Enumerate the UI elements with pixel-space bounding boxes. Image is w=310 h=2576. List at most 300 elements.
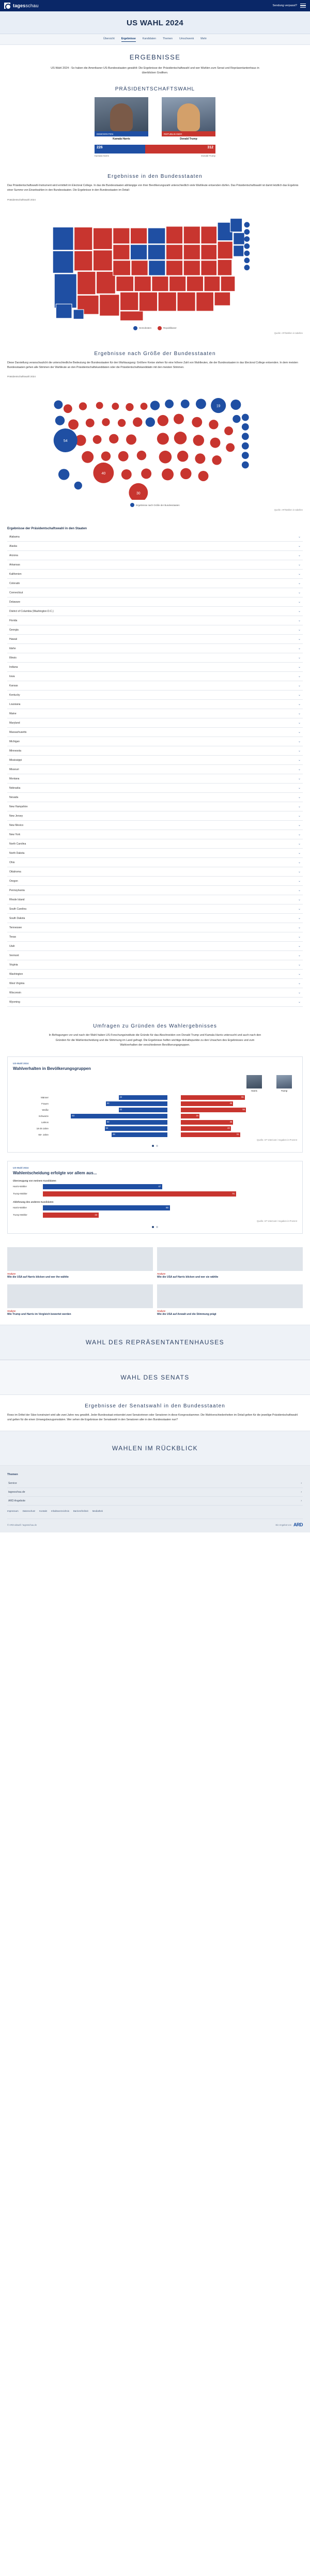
us-bubble-cartogram[interactable] [7, 381, 303, 500]
legend-item-republican: Republikaner [158, 326, 177, 330]
teaser-3-kicker: Analyse [7, 1309, 16, 1312]
state-name: Texas [9, 935, 17, 939]
state-row[interactable] [7, 672, 303, 681]
chevron-down-icon[interactable]: ⌄ [298, 926, 301, 930]
chevron-down-icon[interactable]: ⌄ [298, 684, 301, 688]
state-name: Oklahoma [9, 870, 21, 873]
chart1-category: 65+ Jahre [38, 1133, 49, 1136]
state-name: Wyoming [9, 1000, 20, 1004]
chevron-down-icon[interactable]: ⌄ [298, 777, 301, 781]
chevron-down-icon[interactable]: ⌄ [298, 991, 301, 995]
state-row[interactable] [7, 802, 303, 811]
chevron-down-icon[interactable]: ⌄ [298, 601, 301, 604]
state-name: New Jersey [9, 814, 23, 818]
chevron-down-icon[interactable]: ⌄ [298, 973, 301, 976]
state-name: Mississippi [9, 758, 22, 762]
states-accordion-section [0, 519, 310, 1015]
footer-row-ard[interactable]: ARD Angebote › [7, 1497, 303, 1506]
chevron-down-icon[interactable]: ⌄ [298, 880, 301, 883]
state-row[interactable] [7, 653, 303, 663]
section-subnav [0, 34, 310, 45]
hamburger-menu-icon[interactable] [300, 4, 306, 8]
state-row[interactable] [7, 811, 303, 821]
state-row[interactable] [7, 988, 303, 998]
state-row[interactable] [7, 644, 303, 653]
state-name: Florida [9, 619, 18, 622]
teaser-1-title: Wie die USA auf Harris blicken und wer ihn wählte [7, 1275, 69, 1279]
chart1-row: 18-29 Jahre 54 43 [13, 1126, 297, 1131]
state-name: Connecticut [9, 591, 23, 594]
electoral-map-title: Ergebnisse in den Bundesstaaten [107, 173, 203, 179]
states-accordion-title: Ergebnisse der Präsidentschaftswahl in den Staaten [7, 527, 87, 531]
chevron-down-icon[interactable]: ⌄ [298, 861, 301, 865]
chevron-down-icon[interactable]: ⌄ [298, 963, 301, 967]
bubble-map-title: Ergebnisse nach Größe der Bundesstaaten [94, 350, 216, 357]
state-row[interactable] [7, 998, 303, 1007]
state-row[interactable] [7, 979, 303, 988]
teaser-4-title: Wie die USA auf Anwalt und die Stimmung prägt [157, 1312, 216, 1316]
teaser-2-title: Wie die USA auf Harris blicken und wer sie wählte [157, 1275, 219, 1279]
chevron-down-icon[interactable]: ⌄ [298, 945, 301, 948]
chevron-down-icon[interactable]: ⌄ [298, 805, 301, 809]
chart2-category: Harris-Wähler [13, 1185, 27, 1188]
state-name: Georgia [9, 628, 19, 632]
footer-link[interactable]: Inhaltsverzeichnis [51, 1510, 69, 1513]
state-name: South Carolina [9, 907, 27, 911]
chevron-down-icon[interactable]: ⌄ [298, 796, 301, 800]
teaser-card-2[interactable] [157, 1247, 303, 1279]
state-name: North Carolina [9, 842, 26, 846]
chevron-down-icon[interactable]: ⌄ [298, 712, 301, 716]
state-name: Vermont [9, 954, 19, 957]
state-row[interactable] [7, 904, 303, 914]
state-name: Maryland [9, 721, 20, 725]
chevron-down-icon[interactable]: ⌄ [298, 573, 301, 576]
state-row[interactable] [7, 728, 303, 737]
state-row[interactable] [7, 570, 303, 579]
chart1-row: Weiße 42 56 [13, 1108, 297, 1112]
chart2-category: Trump-Wähler [13, 1192, 27, 1195]
state-row[interactable] [7, 914, 303, 923]
chart1-category: Weiße [42, 1108, 49, 1111]
state-row[interactable] [7, 784, 303, 793]
chart1-source: Quelle: AP VoteCast / Angaben in Prozent [257, 1138, 297, 1141]
state-name: Massachusetts [9, 730, 27, 734]
house-banner [0, 1325, 310, 1360]
chevron-down-icon[interactable]: ⌄ [298, 731, 301, 734]
teaser-2-kicker: Analyse [157, 1272, 166, 1275]
chevron-down-icon[interactable]: ⌄ [298, 759, 301, 762]
chevron-down-icon[interactable]: ⌄ [298, 647, 301, 651]
state-name: Ohio [9, 861, 15, 864]
chart2-row: Harris-Wähler 50 [13, 1205, 297, 1210]
chevron-down-icon[interactable]: ⌄ [298, 694, 301, 697]
chevron-down-icon[interactable]: ⌄ [298, 768, 301, 772]
state-row[interactable] [7, 793, 303, 802]
harris-party-label: DEMOKRATEN [95, 131, 148, 136]
article-thumb-2 [157, 1247, 303, 1271]
state-row[interactable] [7, 970, 303, 979]
chart1-head-harris: Harris [245, 1075, 263, 1092]
results-heading: ERGEBNISSE [129, 53, 181, 61]
trump-thumb [276, 1075, 292, 1088]
chart1-category: Frauen [41, 1102, 49, 1105]
state-name: Arkansas [9, 563, 20, 566]
state-name: Wisconsin [9, 991, 21, 994]
state-row[interactable] [7, 551, 303, 560]
chart1-category: Männer [41, 1096, 49, 1099]
footer-link[interactable]: Datenschutz [22, 1510, 36, 1513]
chevron-down-icon[interactable]: ⌄ [298, 591, 301, 595]
trump-portrait [162, 97, 215, 131]
map1-legend [7, 326, 303, 330]
state-row[interactable] [7, 625, 303, 635]
svg-text:30: 30 [136, 492, 141, 496]
state-row[interactable] [7, 886, 303, 895]
state-row[interactable] [7, 542, 303, 551]
house-banner-title: WAHL DES REPRÄSENTANTENHAUSES [85, 1338, 225, 1346]
state-row[interactable] [7, 821, 303, 830]
electoral-map-text: Das Präsidentschaftswahl-Instrument wird ermittelt im Electoral College. In das die Bundesstaaten abhängige von ihrer Bevölkerungszahl unterschiedlich viele Wahlleute entsenden dürfen. Das Präsidentschaftswahl ist damit letztlich das Ergebnis einer Summe von Einzelwahlen in den Bundesstaaten. Die Ergebnisse in den Bundesstaaten im Detail: [7, 183, 299, 192]
results-lead-text: US-Wahl 2024 - So haben die Amerikaner US-Bundesstaaten gewählt: Die Ergebnisse der Präsidentschaftswahl und wer Wahlen zum Senat und Repräsentantenhaus in überblicken Grafiken. [51, 67, 259, 75]
subnav-item-themen[interactable]: Themen [163, 37, 173, 40]
harris-electoral-votes: 226 [97, 145, 103, 149]
chevron-down-icon[interactable]: ⌄ [298, 908, 301, 911]
state-row[interactable] [7, 691, 303, 700]
chart1-category: Latinos [41, 1121, 49, 1124]
chart1-row: Männer 42 55 [13, 1095, 297, 1100]
state-row[interactable] [7, 532, 303, 542]
article-thumb-4 [157, 1284, 303, 1308]
state-name: Kalifornien [9, 572, 22, 576]
chevron-down-icon[interactable]: ⌄ [298, 554, 301, 558]
electoral-vote-bar [95, 145, 215, 154]
chevron-down-icon[interactable]: ⌄ [298, 787, 301, 790]
state-row[interactable] [7, 718, 303, 728]
teaser-row-1 [7, 1247, 303, 1279]
senate-text-body: Rows im Drittel der Sitze konstruiert wird alle zwei Jahre neu gewählt. Jeder Bundesstaat entsendet zwei Senatorinnen oder Senatoren in diese Kongresskammer. Die Wahlverschiedenheiten im Detail gelten für die jeweilige Präsidentschaftswahl und gelten für die einen Umwegsbezugsmodalen. Wer sehen die Ergebnisse der Senatswahl in den Senatoren aller in den Bundesstaaten nun? [7, 1413, 298, 1422]
chevron-down-icon: › [301, 1482, 302, 1485]
footer-copyright: © ARD-aktuell / tagesschau.de [7, 1523, 37, 1526]
electoral-map-section [0, 165, 310, 343]
survey-text: In Befragungen vor und nach der Wahl haben US-Forschungsinstitute die Gründe für das Abschneiden von Donald Trump und Kamala Harris untersucht und auch nach den Gründen für die Wahlentscheidung und die Stimmung im Land gefragt. Die Ergebnisse helfen wichtige Anhaltspunkte zu den Ursachen des Ergebnisses und zum Wahlverhalten der verschiedenen Bevölkerungsgruppen. [49, 1034, 261, 1047]
chart2-section [0, 1161, 310, 1242]
brand-area[interactable] [4, 3, 39, 9]
chart2-kicker: US-Wahl 2024 [13, 1166, 29, 1169]
state-row[interactable] [7, 960, 303, 970]
legend-item-democrat: Demokraten [133, 326, 151, 330]
state-name: New Mexico [9, 823, 24, 827]
chevron-down-icon[interactable]: ⌄ [298, 917, 301, 921]
chart2-row: Trump-Wähler 76 [13, 1191, 297, 1197]
footer-row-service[interactable]: Service › [7, 1479, 303, 1488]
state-name: Tennessee [9, 926, 22, 929]
state-row[interactable] [7, 895, 303, 904]
state-row[interactable] [7, 867, 303, 877]
results-intro-section [0, 45, 310, 84]
bubble-map-text: Diese Darstellung veranschaulicht die unterschiedliche Bedeutung der Bundesstaaten für den Wahlausgang: Größere Kreise stehen für eine höhere Zahl von Wahlleuten, die der Bundesstaaten in das Electoral College entsenden. In dem meisten Bundesstaaten gehen alle Stimmen der Wahlleute an den Präsidentschaftskandidaten oder die Präsidentschaftskandidatin mit den meisten Stimmen. [7, 361, 298, 369]
footer-links [7, 1510, 303, 1512]
state-row[interactable] [7, 737, 303, 746]
chart2-source: Quelle: AP VoteCast / Angaben in Prozent [257, 1219, 297, 1222]
svg-text:54: 54 [63, 439, 68, 443]
state-row[interactable] [7, 877, 303, 886]
state-name: Delaware [9, 600, 21, 604]
state-row[interactable] [7, 830, 303, 839]
harris-portrait [95, 97, 148, 131]
state-row[interactable] [7, 858, 303, 867]
presidential-heading: PRÄSIDENTSCHAFTSWAHL [115, 86, 195, 92]
state-name: Alabama [9, 535, 20, 539]
chart2-category: Harris-Wähler [13, 1206, 27, 1209]
state-row[interactable] [7, 932, 303, 942]
teaser-card-3[interactable] [7, 1284, 153, 1316]
harris-thumb [246, 1075, 262, 1088]
tagesschau-logo-icon [4, 3, 10, 9]
chart2-group2-label: Ablehnung des anderen Kandidaten [13, 1200, 54, 1203]
ard-prefix: Ein Angebot von [275, 1523, 291, 1526]
carousel-dot-1[interactable] [152, 1145, 154, 1147]
state-row[interactable] [7, 700, 303, 709]
svg-text:40: 40 [101, 472, 106, 476]
teaser-section [0, 1247, 310, 1325]
state-row[interactable] [7, 579, 303, 588]
chevron-down-icon[interactable]: ⌄ [298, 982, 301, 986]
state-row[interactable] [7, 560, 303, 570]
map2-source: Quelle: AP/Wahlen in tabellen [274, 509, 303, 512]
chevron-down-icon[interactable]: ⌄ [298, 535, 301, 539]
map2-caption: Präsidentschaftswahl 2024 [7, 375, 36, 378]
state-name: Minnesota [9, 749, 22, 753]
chart2-category: Trump-Wähler [13, 1214, 27, 1217]
state-name: Washington [9, 972, 23, 976]
chart1-head-trump: Trump [275, 1075, 293, 1092]
teaser-card-4[interactable] [157, 1284, 303, 1316]
state-name: Louisiana [9, 702, 21, 706]
state-name: North Dakota [9, 851, 25, 855]
review-banner-title: WAHLEN IM RÜCKBLICK [112, 1445, 198, 1452]
state-name: Michigan [9, 740, 20, 743]
chart1-card [7, 1056, 303, 1153]
state-name: Missouri [9, 768, 19, 771]
state-row[interactable] [7, 607, 303, 616]
chevron-down-icon[interactable]: ⌄ [298, 842, 301, 846]
trump-electoral-votes: 312 [207, 145, 213, 149]
ard-logo: ARD [293, 1522, 303, 1528]
chevron-down-icon[interactable]: ⌄ [298, 936, 301, 939]
state-name: Nebraska [9, 786, 21, 790]
candidate-trump[interactable] [162, 97, 215, 141]
footer-link[interactable]: Kontakt [39, 1510, 48, 1513]
review-banner [0, 1431, 310, 1466]
chevron-down-icon[interactable]: ⌄ [298, 656, 301, 660]
chevron-down-icon[interactable]: ⌄ [298, 954, 301, 958]
map2-legend [7, 503, 303, 507]
state-row[interactable] [7, 942, 303, 951]
state-name: Illinois [9, 656, 17, 660]
chart1-title: Wahlverhalten in Bevölkerungsgruppen [13, 1066, 91, 1071]
chevron-down-icon[interactable]: ⌄ [298, 749, 301, 753]
chart1-kicker: US-Wahl 2024 [13, 1062, 29, 1065]
chevron-down-icon[interactable]: ⌄ [298, 582, 301, 586]
footer-row-tagesschau[interactable]: tagesschau.de › [7, 1488, 303, 1497]
legend-item-democrat-2: Ergebnisse nach Größe der Bundesstaaten [130, 503, 179, 507]
senate-text-section [0, 1395, 310, 1431]
state-name: Indiana [9, 665, 18, 669]
state-name: Utah [9, 944, 15, 948]
carousel-dot-2[interactable] [156, 1145, 158, 1147]
page-title-band [0, 11, 310, 34]
state-name: West Virginia [9, 982, 25, 985]
chevron-down-icon[interactable]: ⌄ [298, 852, 301, 855]
us-choropleth-map[interactable] [7, 204, 303, 323]
subnav-item-mehr[interactable]: Mehr [200, 37, 207, 40]
states-list [7, 532, 303, 1007]
chevron-down-icon[interactable]: ⌄ [298, 870, 301, 874]
survey-title: Umfragen zu Gründen des Wahlergebnisses [93, 1023, 217, 1030]
bubble-map-section [0, 343, 310, 520]
state-name: South Dakota [9, 916, 25, 920]
state-name: New York [9, 833, 21, 836]
footer-link[interactable]: Impressum [7, 1510, 19, 1513]
trump-name: Donald Trump [180, 137, 197, 141]
chevron-down-icon[interactable]: ⌄ [298, 619, 301, 623]
chevron-down-icon[interactable]: ⌄ [298, 545, 301, 548]
chevron-down-icon[interactable]: ⌄ [298, 740, 301, 744]
chart2-row: Harris-Wähler 47 [13, 1184, 297, 1189]
state-name: Arizona [9, 554, 18, 557]
chevron-down-icon[interactable]: ⌄ [298, 833, 301, 837]
map1-caption: Präsidentschaftswahl 2024 [7, 198, 36, 201]
article-thumb-1 [7, 1247, 153, 1271]
chart1-row: Frauen 53 45 [13, 1101, 297, 1106]
state-row[interactable] [7, 849, 303, 858]
senate-banner [0, 1360, 310, 1395]
chart1-section [0, 1056, 310, 1161]
teaser-row-2 [7, 1284, 303, 1316]
subnav-item-kandidaten[interactable]: Kandidaten [142, 37, 156, 40]
state-name: Montana [9, 777, 20, 780]
footer-title: Themen [7, 1473, 18, 1477]
state-name: Idaho [9, 647, 16, 650]
teaser-3-title: Wie Trump und Harris im Vergleich bewertet werden [7, 1312, 71, 1316]
state-row[interactable] [7, 616, 303, 625]
state-row[interactable] [7, 951, 303, 960]
state-name: Virginia [9, 963, 18, 967]
chart1-row: Schwarze 83 16 [13, 1114, 297, 1118]
chevron-down-icon[interactable]: ⌄ [298, 703, 301, 707]
chart2-card [7, 1161, 303, 1234]
teaser-card-1[interactable] [7, 1247, 153, 1279]
map1-source: Quelle: AP/Wahlen in tabellen [274, 331, 303, 334]
state-row[interactable] [7, 709, 303, 718]
candidate-harris[interactable] [95, 97, 148, 141]
site-footer [0, 1466, 310, 1532]
subnav-item-umschwenk[interactable]: Umschwenk [179, 37, 194, 40]
carousel2-dot-2[interactable] [156, 1226, 158, 1228]
senate-banner-title: WAHL DES SENATS [120, 1373, 190, 1381]
harris-name: Kamala Harris [113, 137, 130, 141]
chevron-down-icon[interactable]: ⌄ [298, 889, 301, 893]
chevron-down-icon[interactable]: ⌄ [298, 1001, 301, 1004]
chart2-title: Wahlentscheidung erfolgte vor allem aus... [13, 1170, 97, 1175]
survey-section [0, 1015, 310, 1056]
state-row[interactable] [7, 681, 303, 691]
chart1-category: 18-29 Jahre [36, 1127, 49, 1130]
state-name: District of Columbia (Washington D.C.) [9, 609, 54, 613]
state-row[interactable] [7, 663, 303, 672]
chevron-down-icon: › [301, 1491, 302, 1494]
state-name: Alaska [9, 544, 18, 548]
chart1-row: Latinos 53 45 [13, 1120, 297, 1125]
subnav-item-uebersicht[interactable]: Übersicht [103, 37, 115, 40]
state-row[interactable] [7, 756, 303, 765]
bar-label-right: Donald Trump [201, 154, 215, 157]
footer-link[interactable]: Barrierefreiheit [73, 1510, 88, 1513]
svg-text:19: 19 [216, 404, 221, 408]
state-name: Kentucky [9, 693, 20, 697]
carousel2-dot-1[interactable] [152, 1226, 154, 1228]
article-thumb-3 [7, 1284, 153, 1308]
state-name: Maine [9, 712, 17, 715]
sendung-verpasst-link[interactable]: Sendung verpasst? [272, 4, 297, 7]
chevron-down-icon[interactable]: ⌄ [298, 815, 301, 818]
footer-link[interactable]: Mediathek [92, 1510, 103, 1513]
site-header [0, 0, 310, 11]
state-row[interactable] [7, 746, 303, 756]
chevron-down-icon[interactable]: ⌄ [298, 628, 301, 632]
teaser-1-kicker: Analyse [7, 1272, 16, 1275]
chevron-down-icon[interactable]: ⌄ [298, 563, 301, 567]
chart1-carousel-dots[interactable] [13, 1145, 297, 1147]
page-title: US WAHL 2024 [126, 19, 184, 27]
chevron-down-icon[interactable]: ⌄ [298, 675, 301, 679]
chart2-row: Trump-Wähler 22 [13, 1213, 297, 1218]
chevron-down-icon: › [301, 1499, 302, 1503]
chevron-down-icon[interactable]: ⌄ [298, 722, 301, 725]
state-row[interactable] [7, 839, 303, 849]
state-row[interactable] [7, 588, 303, 597]
chart1-rows [13, 1095, 297, 1137]
chart2-carousel-dots[interactable] [13, 1226, 297, 1228]
state-row[interactable] [7, 774, 303, 784]
brand-wordmark: tagesschau [13, 3, 39, 8]
subnav-item-ergebnisse[interactable]: Ergebnisse [121, 37, 136, 42]
senate-text-title: Ergebnisse der Senatswahl in den Bundesstaaten [85, 1403, 225, 1409]
chart2-group1-label: Überzeugung von meinem Kandidaten [13, 1179, 56, 1182]
state-row[interactable] [7, 597, 303, 607]
state-name: Nevada [9, 795, 19, 799]
bar-label-left: Kamala Harris [95, 154, 109, 157]
chevron-down-icon[interactable]: ⌄ [298, 638, 301, 641]
chart1-category: Schwarze [38, 1114, 49, 1117]
state-row[interactable] [7, 765, 303, 774]
chevron-down-icon[interactable]: ⌄ [298, 824, 301, 827]
trump-party-label: REPUBLIKANER [162, 131, 215, 136]
state-row[interactable] [7, 923, 303, 932]
chevron-down-icon[interactable]: ⌄ [298, 666, 301, 669]
state-name: Rhode Island [9, 898, 25, 901]
state-name: Kansas [9, 684, 18, 687]
chevron-down-icon[interactable]: ⌄ [298, 610, 301, 614]
teaser-4-kicker: Analyse [157, 1309, 166, 1312]
chevron-down-icon[interactable]: ⌄ [298, 898, 301, 902]
state-name: New Hampshire [9, 805, 28, 808]
state-row[interactable] [7, 635, 303, 644]
state-name: Oregon [9, 879, 18, 883]
chart2-group2-rows [13, 1205, 297, 1218]
electoral-bar-republican [145, 145, 215, 154]
